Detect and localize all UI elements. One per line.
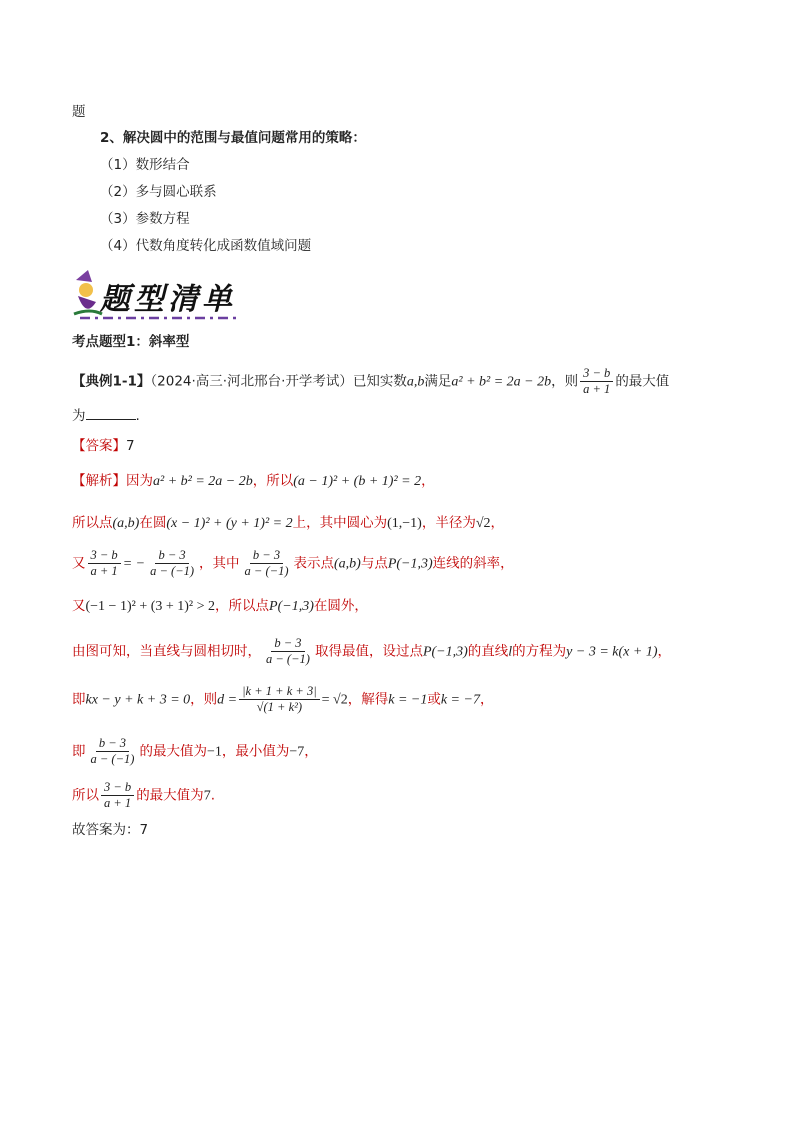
example-source: （2024·高三·河北邢台·开学考试）: [150, 373, 353, 390]
strategy-heading: 2、解决圆中的范围与最值问题常用的策略：: [100, 130, 366, 146]
analysis-line-5: 由图可知，当直线与圆相切时， $\frac{b - 3}{a - (-1)}$ 取得最值，设过点P(−1,3)的直线l的方程为y − 3 = k(x + 1)，: [72, 636, 671, 666]
analysis-line-8: 所以 $\frac{3 - b}{a + 1}$ 的最大值为7.: [72, 780, 215, 810]
strategy-item: （2）多与圆心联系: [100, 184, 217, 200]
analysis-line-4: 又(−1 − 1)² + (3 + 1)² > 2，所以点P(−1,3)在圆外，: [72, 598, 368, 614]
strategy-item: （3）参数方程: [100, 211, 190, 227]
strategy-item: （4）代数角度转化成函数值域问题: [100, 238, 312, 254]
analysis-label: 【解析】: [72, 473, 126, 489]
analysis-line-1: 【解析】因为a² + b² = 2a − 2b，所以(a − 1)² + (b + 1)² = 2，: [72, 473, 435, 489]
top-char: 题: [72, 104, 86, 120]
final-answer: 故答案为：7: [72, 822, 149, 838]
strategy-item: （1）数形结合: [100, 157, 190, 173]
section-title: 考点题型1：斜率型: [72, 334, 190, 350]
answer-label: 【答案】: [72, 438, 126, 454]
analysis-line-6: 即kx − y + k + 3 = 0，则d = $\frac{|k + 1 + k + 3|}{\text{√(1 + k²)}}$ = √2，解得k = −1或k = −7，: [72, 684, 494, 714]
analysis-line-7: 即 $\frac{b - 3}{a - (-1)}$ 的最大值为−1，最小值为−7，: [72, 736, 318, 766]
analysis-line-2: 所以点(a,b)在圆(x − 1)² + (y + 1)² = 2上，其中圆心为(1,−1)，半径为√2，: [72, 515, 505, 531]
fraction: $\frac{3 - b}{a + 1}$: [580, 366, 613, 397]
answer-line: [72, 436, 135, 456]
answer-blank: [86, 407, 136, 420]
section-banner: [72, 268, 242, 322]
analysis-line-3: 又 $\frac{3 - b}{a + 1}$ = − $\frac{b - 3}{a - (-1)}$ ，其中 $\frac{b - 3}{a - (-1)}$ 表示点(a,b)与点P(−1,3)连线的斜率，: [72, 548, 514, 578]
banner-title: 题型清单: [100, 282, 236, 317]
example-label: 【典例1-1】: [72, 373, 151, 390]
answer-value: 7: [126, 438, 135, 454]
example-line-1: 【典例1-1】（2024·高三·河北邢台·开学考试）已知实数a,b满足a² + b² = 2a − 2b，则 $\frac{3 - b}{a + 1}$ 的最大值: [72, 366, 670, 396]
example-line-2: 为 .: [72, 408, 140, 424]
